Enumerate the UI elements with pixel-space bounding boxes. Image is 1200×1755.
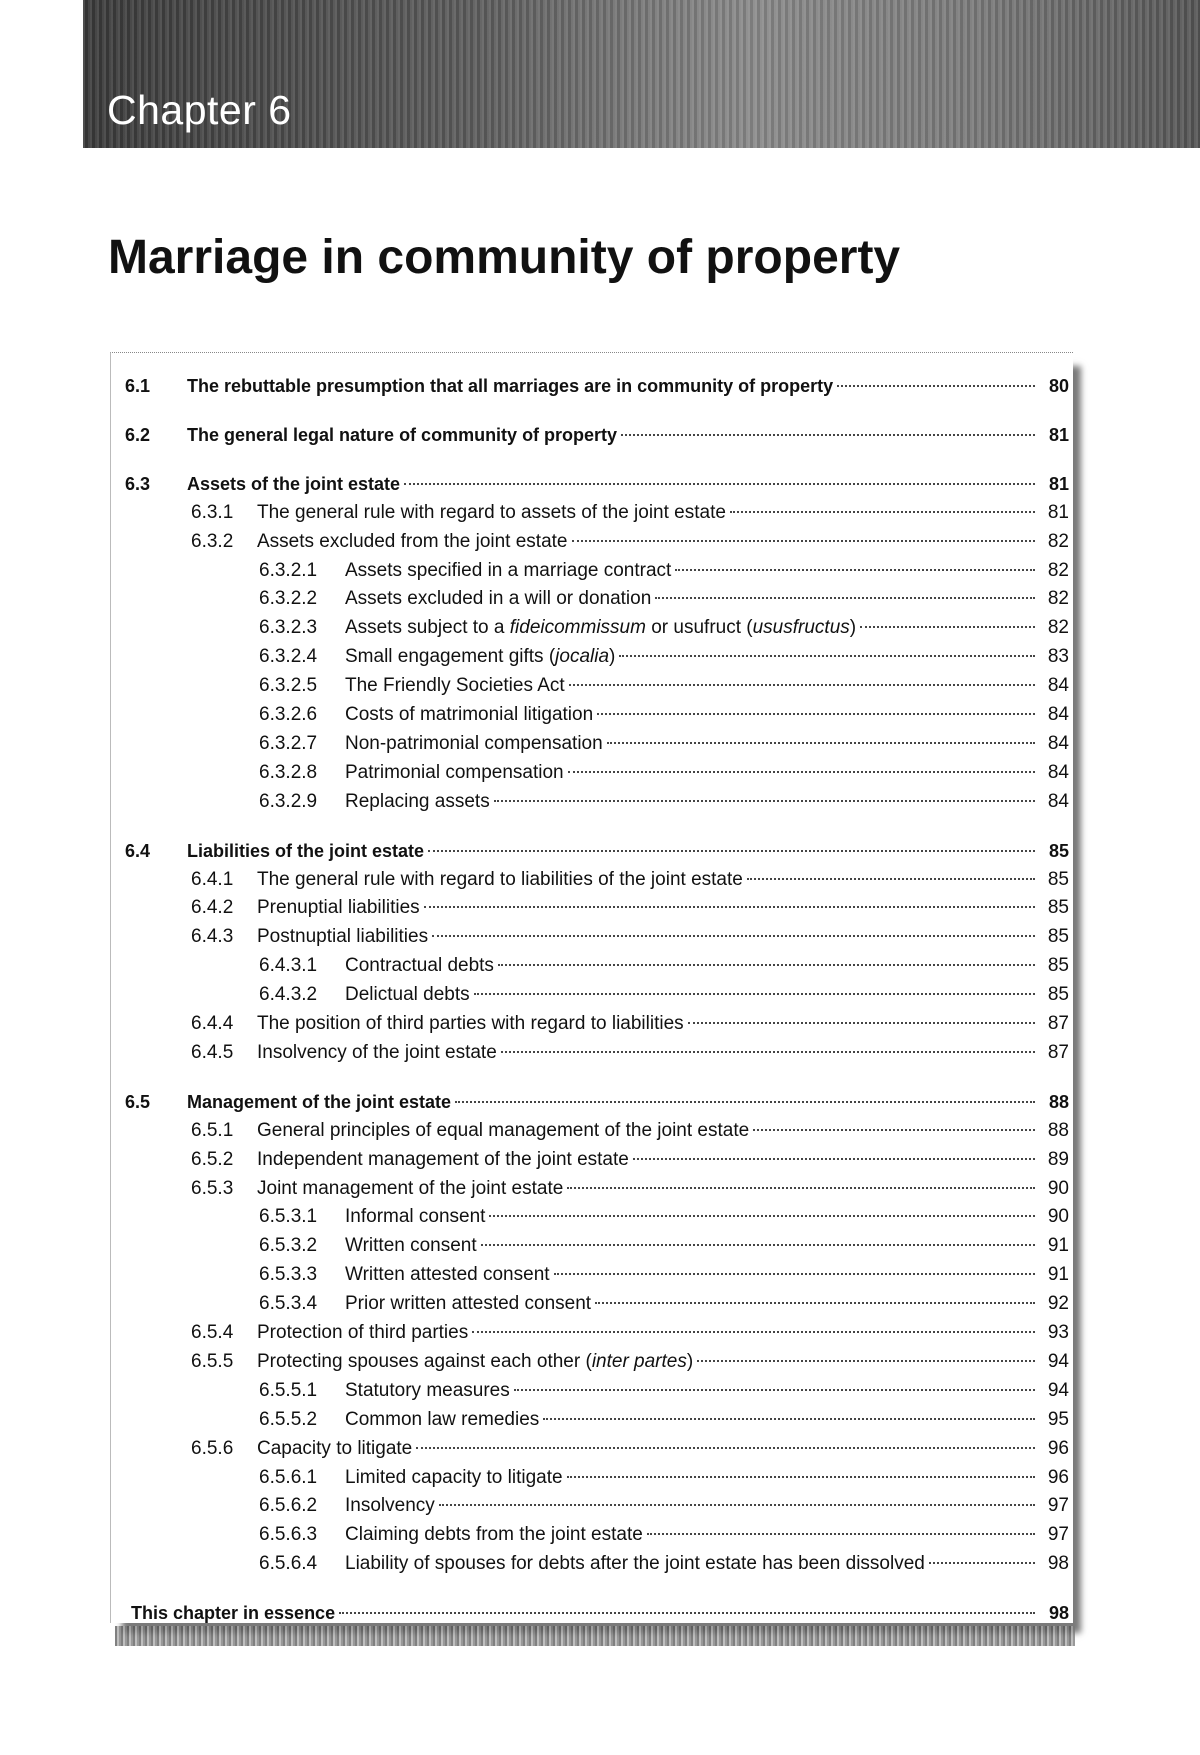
toc-entry xyxy=(111,838,1073,864)
toc-entry xyxy=(111,1291,1073,1317)
toc-entry-title: This chapter in essence xyxy=(131,1603,336,1624)
toc-entry xyxy=(111,1551,1073,1577)
toc-entry-number: 6.5 xyxy=(125,1091,151,1112)
toc-entry xyxy=(111,1407,1073,1433)
toc-entry-number: 6.3.2.1 xyxy=(259,559,318,581)
toc-entry-page: 94 xyxy=(1047,1350,1069,1372)
toc-entry-title-part: ) xyxy=(609,646,616,668)
toc-entry-page: 89 xyxy=(1047,1148,1069,1170)
toc-entry-title: Written attested consent xyxy=(345,1264,550,1286)
toc-entry-page: 95 xyxy=(1047,1408,1069,1430)
toc-entry-number: 6.5.6.3 xyxy=(259,1524,318,1546)
toc-entry-number: 6.4.2 xyxy=(191,897,234,919)
toc-entry-number: 6.5.3.3 xyxy=(259,1264,318,1286)
toc-entry-title: Joint management of the joint estate xyxy=(257,1177,564,1199)
dot-leader xyxy=(572,540,1036,542)
toc-entry-title: Prior written attested consent xyxy=(345,1293,592,1315)
toc-entry-number: 6.3.2.3 xyxy=(259,617,318,639)
toc-entry-number: 6.1 xyxy=(125,376,151,396)
dot-leader xyxy=(730,511,1035,513)
toc-entry xyxy=(111,500,1073,526)
toc-entry-title: Informal consent xyxy=(345,1206,486,1228)
toc-entry-page: 96 xyxy=(1047,1466,1069,1488)
toc-entry-page: 81 xyxy=(1048,473,1069,494)
toc-entry xyxy=(111,558,1073,584)
dot-leader xyxy=(595,1302,1035,1304)
toc-entry-page: 82 xyxy=(1047,559,1069,581)
chapter-banner xyxy=(83,0,1200,148)
dot-leader xyxy=(501,1051,1035,1053)
dot-leader xyxy=(675,569,1035,571)
toc-entry-page: 84 xyxy=(1047,704,1069,725)
chapter-title: Marriage in community of property xyxy=(108,231,901,284)
toc-entry-number: 6.4.3.2 xyxy=(259,984,318,1006)
chapter-label: Chapter 6 xyxy=(107,87,292,133)
toc-entry-title: Costs of matrimonial litigation xyxy=(345,704,594,725)
dot-leader xyxy=(655,597,1035,599)
toc-entry-title: Assets excluded from the joint estate xyxy=(257,530,568,552)
dot-leader xyxy=(439,1504,1035,1506)
toc-entry-title: The rebuttable presumption that all marriages are in community of property xyxy=(187,376,834,396)
toc-entry-title: Claiming debts from the joint estate xyxy=(345,1524,643,1546)
toc-entry-title-italic: inter partes xyxy=(591,1350,687,1372)
toc-entry xyxy=(111,1176,1073,1202)
toc-entry xyxy=(111,982,1073,1008)
toc-entry xyxy=(111,615,1073,641)
toc-entry-title: Assets of the joint estate xyxy=(187,473,401,494)
toc-entry-number: 6.4.3 xyxy=(191,926,234,948)
toc-entry-page: 87 xyxy=(1047,1041,1069,1063)
toc-entry-title: Assets specified in a marriage contract xyxy=(345,559,672,581)
toc-entry xyxy=(111,1147,1073,1173)
dot-leader xyxy=(753,1129,1035,1131)
toc-entry xyxy=(111,471,1073,497)
toc-entry xyxy=(111,1262,1073,1288)
dot-leader xyxy=(607,742,1035,744)
toc-entry-number: 6.3.1 xyxy=(191,501,234,523)
toc-entry-title: Assets excluded in a will or donation xyxy=(345,588,652,610)
toc-entry xyxy=(111,529,1073,555)
dot-leader xyxy=(404,483,1035,485)
toc-entry-number: 6.5.6 xyxy=(191,1437,234,1459)
toc-entry-title: The position of third parties with regard to liabilities xyxy=(257,1013,684,1034)
dot-leader xyxy=(568,771,1035,773)
toc-entry-page: 82 xyxy=(1047,530,1069,552)
toc-entry-title-part: ) xyxy=(849,617,857,639)
toc-entry xyxy=(111,1118,1073,1144)
toc-entry-number: 6.5.6.2 xyxy=(259,1495,318,1517)
toc-entry-title: Patrimonial compensation xyxy=(345,761,564,783)
dot-leader xyxy=(860,626,1035,628)
toc-entry-page: 84 xyxy=(1047,732,1069,754)
toc-entry-number: 6.4.5 xyxy=(191,1041,234,1063)
toc-entry-title: Independent management of the joint estate xyxy=(257,1148,629,1170)
dot-leader xyxy=(647,1533,1035,1535)
toc-entry xyxy=(111,1011,1073,1037)
toc-entry-number: 6.4.1 xyxy=(191,868,234,890)
toc-entry-title xyxy=(345,615,856,641)
dot-leader xyxy=(474,993,1035,995)
dot-leader xyxy=(619,655,1035,657)
toc-entry-title-italic: jocalia xyxy=(555,646,610,668)
toc-entry-title xyxy=(345,644,615,670)
dot-leader xyxy=(494,800,1035,802)
toc-entry-page: 91 xyxy=(1047,1235,1069,1257)
toc-entry-title-part: or usufruct ( xyxy=(645,617,753,639)
toc-entry-title: Liability of spouses for debts after the joint estate has been dissolved xyxy=(345,1553,925,1575)
dot-leader xyxy=(339,1612,1035,1614)
toc-entry-page: 80 xyxy=(1048,376,1069,396)
toc-entry-page: 84 xyxy=(1047,675,1069,697)
toc-entry-page: 92 xyxy=(1047,1293,1069,1315)
toc-entry-number: 6.5.3 xyxy=(191,1177,234,1199)
toc-entry-page: 87 xyxy=(1047,1013,1069,1034)
toc-entry-title: Prenuptial liabilities xyxy=(257,897,420,919)
toc-entry-page: 90 xyxy=(1047,1177,1069,1199)
toc-entry xyxy=(111,673,1073,699)
toc-entry-number: 6.4.3.1 xyxy=(259,955,318,977)
toc-entry-page: 85 xyxy=(1047,926,1069,948)
toc-entry-number: 6.5.3.1 xyxy=(259,1206,318,1228)
dot-leader xyxy=(621,434,1035,436)
toc-entry-page: 98 xyxy=(1048,1603,1069,1624)
toc-entry-page: 93 xyxy=(1047,1322,1069,1343)
dot-leader xyxy=(697,1360,1035,1362)
dot-leader xyxy=(432,935,1035,937)
toc-entry xyxy=(111,1089,1073,1115)
toc-entry-number: 6.3.2.2 xyxy=(259,588,318,610)
toc-entry-page: 81 xyxy=(1047,501,1069,523)
toc-entry-title-part: Protecting spouses against each other ( xyxy=(257,1350,592,1372)
toc-entry-number: 6.3 xyxy=(125,473,151,494)
toc-entry-number: 6.5.2 xyxy=(191,1148,234,1170)
toc-entry-title: Insolvency of the joint estate xyxy=(257,1041,497,1063)
toc-entry-title: Statutory measures xyxy=(345,1379,510,1401)
toc-entry-page: 98 xyxy=(1047,1553,1069,1575)
toc-entry-page: 85 xyxy=(1047,868,1069,890)
dot-leader xyxy=(567,1476,1035,1478)
toc-entry-number: 6.3.2 xyxy=(191,530,234,552)
dot-leader xyxy=(472,1331,1035,1333)
toc-entry xyxy=(111,867,1073,893)
toc-bottom-edge xyxy=(115,1626,1075,1646)
toc-entry-page: 85 xyxy=(1048,840,1069,861)
toc-entry-page: 94 xyxy=(1047,1379,1069,1401)
dot-leader xyxy=(416,1447,1035,1449)
dot-leader xyxy=(489,1215,1035,1217)
toc-entry-title: Contractual debts xyxy=(345,955,494,977)
toc-entry-page: 84 xyxy=(1047,761,1069,783)
toc-entry xyxy=(111,422,1073,448)
toc-entry-number: 6.5.5 xyxy=(191,1350,234,1372)
toc-entry xyxy=(111,731,1073,757)
toc-entry xyxy=(111,644,1073,670)
toc-entry xyxy=(111,373,1073,399)
toc-entry-page: 91 xyxy=(1047,1264,1069,1286)
toc-entry xyxy=(111,1040,1073,1066)
toc-entry-page: 83 xyxy=(1047,646,1069,668)
dot-leader xyxy=(514,1389,1035,1391)
toc-entry-title: Postnuptial liabilities xyxy=(257,926,429,948)
toc-entry-number: 6.4.4 xyxy=(191,1013,234,1034)
toc-entry-title-italic: ususfructus xyxy=(752,617,850,639)
toc-entry-page: 96 xyxy=(1047,1437,1069,1459)
toc-entry-number: 6.3.2.4 xyxy=(259,646,318,668)
toc-entry xyxy=(111,1320,1073,1346)
toc-entry-title-part: Assets subject to a xyxy=(345,617,510,639)
toc-entry-page: 82 xyxy=(1047,617,1069,639)
toc-entry-title: Non-patrimonial compensation xyxy=(345,732,603,754)
toc-entry-title: Insolvency xyxy=(345,1495,435,1517)
toc-entry-number: 6.5.5.1 xyxy=(259,1379,318,1401)
toc-entry-number: 6.3.2.9 xyxy=(259,790,318,812)
toc-entry-number: 6.5.3.2 xyxy=(259,1235,318,1257)
dot-leader xyxy=(424,906,1035,908)
toc-entry-page: 97 xyxy=(1047,1524,1069,1546)
toc-entry xyxy=(111,1436,1073,1462)
dot-leader xyxy=(747,878,1035,880)
toc-entry-title: Protection of third parties xyxy=(257,1322,469,1343)
toc-entry-page: 85 xyxy=(1047,984,1069,1006)
dot-leader xyxy=(688,1022,1035,1024)
toc-entry-title: Delictual debts xyxy=(345,984,470,1006)
dot-leader xyxy=(543,1418,1035,1420)
toc-entry xyxy=(111,1493,1073,1519)
toc-entry xyxy=(111,586,1073,612)
toc-entry-page: 85 xyxy=(1047,955,1069,977)
dot-leader xyxy=(929,1562,1035,1564)
toc-entry-page: 97 xyxy=(1047,1495,1069,1517)
dot-leader xyxy=(569,684,1035,686)
toc-entry xyxy=(111,1349,1073,1375)
dot-leader xyxy=(481,1244,1035,1246)
toc-entry-page: 90 xyxy=(1047,1206,1069,1228)
toc-entry-title: Limited capacity to litigate xyxy=(345,1466,563,1488)
toc-entry-title: Capacity to litigate xyxy=(257,1437,413,1459)
toc-entry-number: 6.5.5.2 xyxy=(259,1408,318,1430)
toc-entry-number: 6.4 xyxy=(125,840,151,861)
dot-leader xyxy=(554,1273,1035,1275)
toc-entry xyxy=(111,895,1073,921)
toc-entry xyxy=(111,953,1073,979)
toc-entry xyxy=(111,1600,1073,1626)
toc-entry-number: 6.5.4 xyxy=(191,1322,234,1343)
table-of-contents xyxy=(110,352,1073,1623)
toc-entry-title: Liabilities of the joint estate xyxy=(187,840,425,861)
toc-entry xyxy=(111,1378,1073,1404)
dot-leader xyxy=(567,1187,1035,1189)
toc-entry-number: 6.5.6.1 xyxy=(259,1466,318,1488)
toc-entry-number: 6.3.2.6 xyxy=(259,704,318,725)
toc-entry xyxy=(111,789,1073,815)
toc-entry xyxy=(111,1522,1073,1548)
toc-entry-page: 82 xyxy=(1047,588,1069,610)
dot-leader xyxy=(633,1158,1035,1160)
toc-entry xyxy=(111,1233,1073,1259)
toc-entry-number: 6.3.2.7 xyxy=(259,732,318,754)
toc-entry-title: Management of the joint estate xyxy=(187,1091,452,1112)
toc-entry-page: 84 xyxy=(1047,790,1069,812)
toc-entry-title: The general rule with regard to assets of the joint estate xyxy=(257,501,726,523)
dot-leader xyxy=(597,713,1035,715)
dot-leader xyxy=(498,964,1035,966)
toc-entry-title-part: Small engagement gifts ( xyxy=(345,646,556,668)
toc-entry-title-part: ) xyxy=(686,1350,694,1372)
toc-entry-page: 85 xyxy=(1047,897,1069,919)
toc-entry xyxy=(111,760,1073,786)
dot-leader xyxy=(837,385,1035,387)
toc-entry-number: 6.3.2.5 xyxy=(259,675,318,697)
toc-entry xyxy=(111,1465,1073,1491)
toc-entry-page: 88 xyxy=(1047,1119,1069,1141)
toc-entry-title: Replacing assets xyxy=(345,790,490,812)
toc-entry-title: Common law remedies xyxy=(345,1408,540,1430)
toc-entry-title: The Friendly Societies Act xyxy=(345,675,565,697)
dot-leader xyxy=(455,1101,1035,1103)
toc-entry xyxy=(111,702,1073,728)
toc-entry xyxy=(111,1204,1073,1230)
toc-entry-title xyxy=(257,1349,693,1375)
toc-entry-title: The general legal nature of community of property xyxy=(187,424,618,445)
toc-entry xyxy=(111,924,1073,950)
toc-entry-title: The general rule with regard to liabilities of the joint estate xyxy=(257,868,743,890)
toc-entry-title-italic: fideicommissum xyxy=(509,617,646,639)
toc-entry-number: 6.5.1 xyxy=(191,1119,234,1141)
toc-entry-number: 6.2 xyxy=(125,424,151,445)
toc-entry-title: General principles of equal management of the joint estate xyxy=(257,1119,750,1141)
toc-entry-title: Written consent xyxy=(345,1235,477,1257)
toc-entry-number: 6.5.6.4 xyxy=(259,1553,318,1575)
toc-entry-page: 88 xyxy=(1048,1091,1069,1112)
toc-entry-page: 81 xyxy=(1048,424,1069,445)
toc-entry-number: 6.3.2.8 xyxy=(259,761,318,783)
toc-entry-number: 6.5.3.4 xyxy=(259,1293,318,1315)
dot-leader xyxy=(428,850,1035,852)
